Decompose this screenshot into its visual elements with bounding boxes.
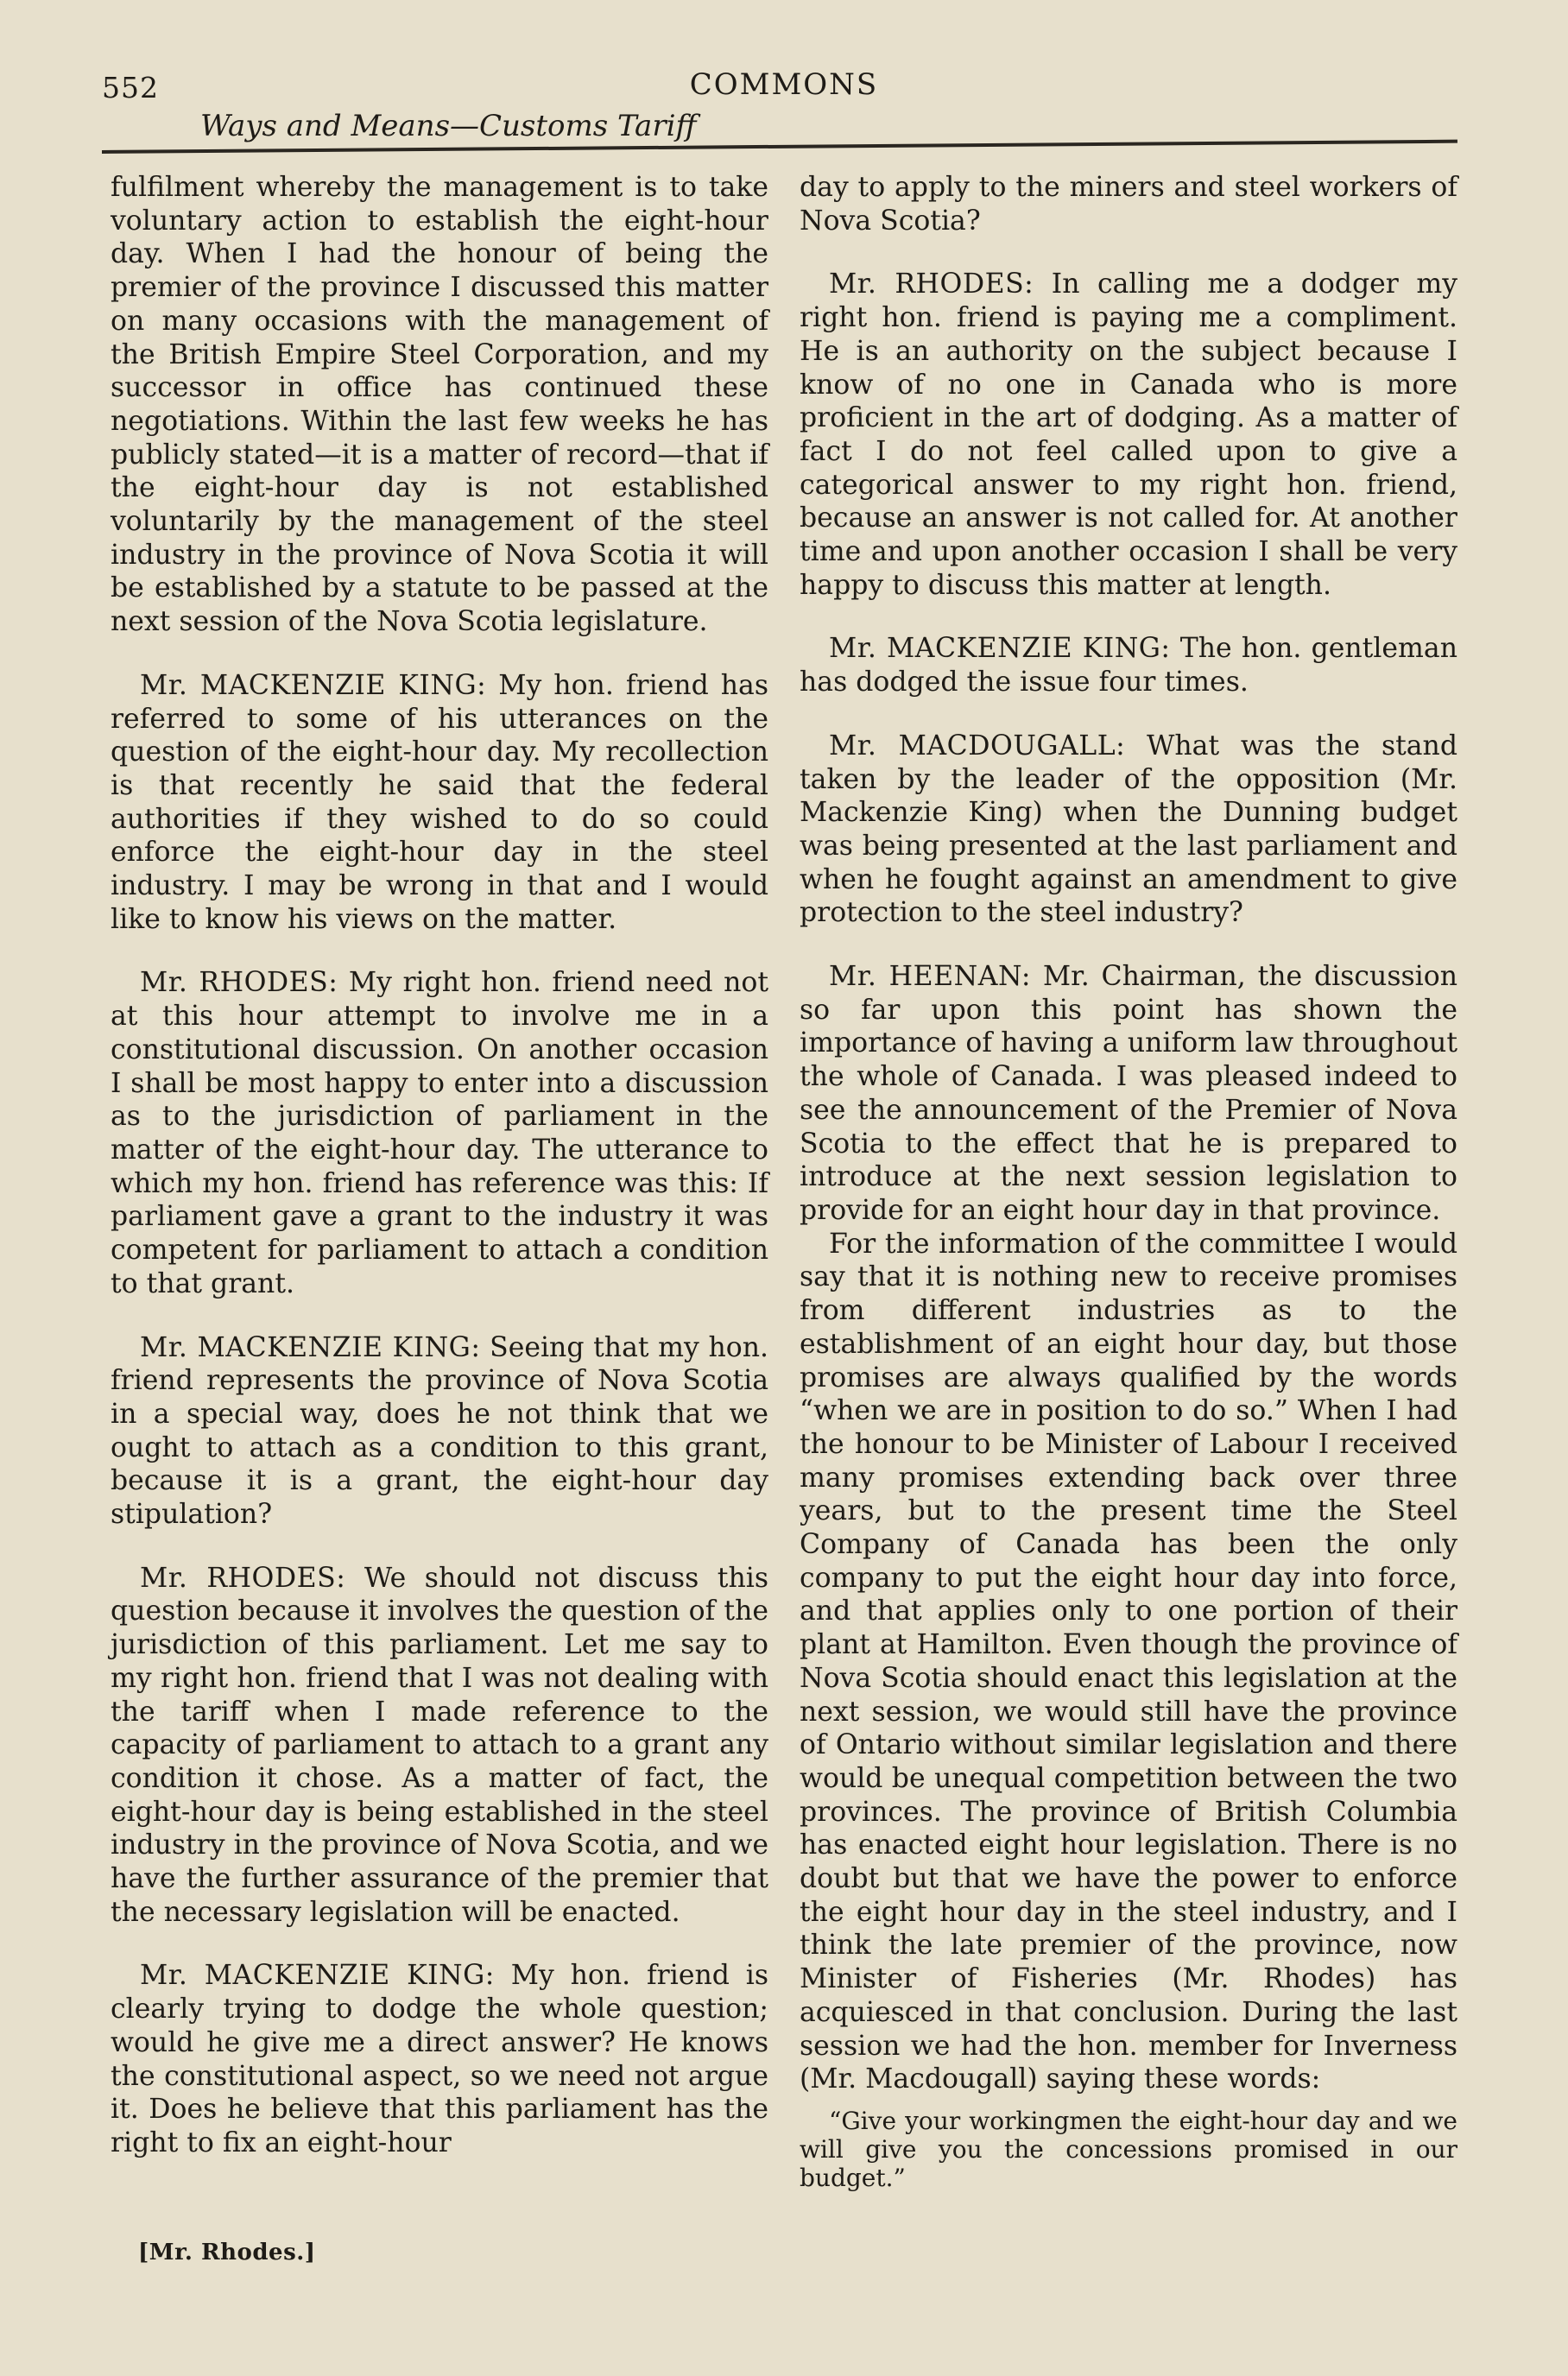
speaker-name: Mr. MACKENZIE KING:: [140, 1960, 495, 1992]
paragraph-text: In calling me a dodger my right hon. friend is paying me a compliment. He is an authority on the subject because I know of no one in Canada who is more proficient in the art of dodging. As a matter of fact I do not feel called upon to give a categorical answer to my right hon. friend, because an answer is not called for. At another time and upon another occasion I shall be very happy to discuss this matter at length.: [800, 269, 1457, 601]
speaker-name: Mr. MACKENZIE KING:: [140, 669, 487, 701]
paragraph: [800, 632, 1457, 698]
paragraph-text: fulfilment whereby the management is to take voluntary action to establish the eight-hour day. When I had the honour of being the premier of the province I discussed this matter on many occasions with the management of the British Empire Steel Corporation, and my successor in office has continued these negotiations. Within the last few weeks he has publicly stated—it is a matter of record—that if the eight-hour day is not established voluntarily by the management of the steel industry in the province of Nova Scotia it will be established by a statute to be passed at the next session of the Nova Scotia legislature.: [111, 172, 768, 638]
paragraph: [111, 171, 768, 639]
paragraph-text: The hon. gentleman has dodged the issue four times.: [800, 633, 1457, 698]
speaker-footnote: [Mr. Rhodes.]: [138, 2240, 316, 2265]
speaker-name: Mr. MACKENZIE KING:: [140, 1331, 481, 1363]
paragraph-text: My hon. friend is clearly trying to dodge the whole question; would he give me a direct answer? He knows the constitutional aspect, so we need not argue it. Does he believe that this parliament has the right to fix an eight-hour: [111, 1960, 768, 2158]
paragraph-text: My right hon. friend need not at this hour attempt to involve me in a constitutional discussion. On another occasion I shall be most happy to enter into a discussion as to the jurisdiction of parliament in the matter of the eight-hour day. The utterance to which my hon. friend has reference was this: If parliament gave a grant to the industry it was competent for parliament to attach a condition to that grant.: [111, 967, 768, 1299]
paragraph: [111, 1959, 768, 2159]
paragraph: [800, 268, 1457, 602]
paragraph: [800, 730, 1457, 930]
running-head: COMMONS: [689, 67, 879, 102]
speaker-name: Mr. RHODES:: [829, 269, 1034, 300]
paragraph: [111, 966, 768, 1300]
section-title: Ways and Means—Customs Tariff: [200, 109, 697, 143]
paragraph-text: day to apply to the miners and steel workers of Nova Scotia?: [800, 172, 1457, 237]
paragraph-text: We should not discuss this question because it involves the question of the jurisdiction of this parliament. Let me say to my right hon. friend that I was not dealing with the tariff when I made reference to the capacity of parliament to attach to a grant any condition it chose. As a matter of fact, the eight-hour day is being established in the steel industry in the province of Nova Scotia, and we have the further assurance of the premier that the necessary legislation will be enacted.: [111, 1562, 768, 1928]
right-column: [800, 171, 1457, 2192]
paragraph: [111, 669, 768, 937]
page-number: 552: [102, 71, 159, 104]
speaker-name: Mr. RHODES:: [140, 1562, 346, 1594]
speaker-name: Mr. RHODES:: [140, 967, 338, 999]
paragraph: [111, 1562, 768, 1930]
speaker-name: Mr. HEENAN:: [829, 961, 1032, 993]
speaker-name: Mr. MACDOUGALL:: [829, 730, 1126, 761]
left-column: [111, 171, 768, 2160]
paragraph-text: For the information of the committee I would say that it is nothing new to receive promises from different industries as to the establishment of an eight hour day, but those promises are always qualified by the words “when we are in position to do so.” When I had the honour to be Minister of Labour I received many promises extending back over three years, but to the present time the Steel Company of Canada has been the only company to put the eight hour day into force, and that applies only to one portion of their plant at Hamilton. Even though the province of Nova Scotia should enact this legislation at the next session, we would still have the province of Ontario without similar legislation and there would be unequal competition between the two provinces. The province of British Columbia has enacted eight hour legislation. There is no doubt but that we have the power to enforce the eight hour day in the steel industry, and I think the late premier of the province, now Minister of Fisheries (Mr. Rhodes) has acquiesced in that conclusion. During the last session we had the hon. member for Inverness (Mr. Macdougall) saying these words:: [800, 1228, 1457, 2095]
quotation-text: “Give your workingmen the eight-hour day and we will give you the concessions promised in our budget.”: [800, 2106, 1457, 2192]
paragraph-text: Seeing that my hon. friend represents the province of Nova Scotia in a special way, does he not think that we ought to attach as a condition to this grant, because it is a grant, the eight-hour day stipulation?: [111, 1331, 768, 1531]
paragraph-text: My hon. friend has referred to some of his utterances on the question of the eight-hour day. My recollection is that recently he said that the federal authorities if they wished to do so could enforce the eight-hour day in the steel industry. I may be wrong in that and I would like to know his views on the matter.: [111, 669, 768, 935]
paragraph: [800, 960, 1457, 1228]
paragraph-text: What was the stand taken by the leader of the opposition (Mr. Mackenzie King) when the Dunning budget was being presented at the last parliament and when he fought against an amendment to give protection to the steel industry?: [800, 730, 1457, 929]
speaker-name: Mr. MACKENZIE KING:: [829, 633, 1171, 665]
paragraph: [111, 1331, 768, 1532]
paragraph: [800, 171, 1457, 237]
paragraph: [800, 1228, 1457, 2096]
paragraph-text: Mr. Chairman, the discussion so far upon this point has shown the importance of having a uniform law throughout the whole of Canada. I was pleased indeed to see the announcement of the Premier of Nova Scotia to the effect that he is prepared to introduce at the next session legislation to provide for an eight hour day in that province.: [800, 961, 1458, 1226]
quotation: [800, 2107, 1457, 2192]
